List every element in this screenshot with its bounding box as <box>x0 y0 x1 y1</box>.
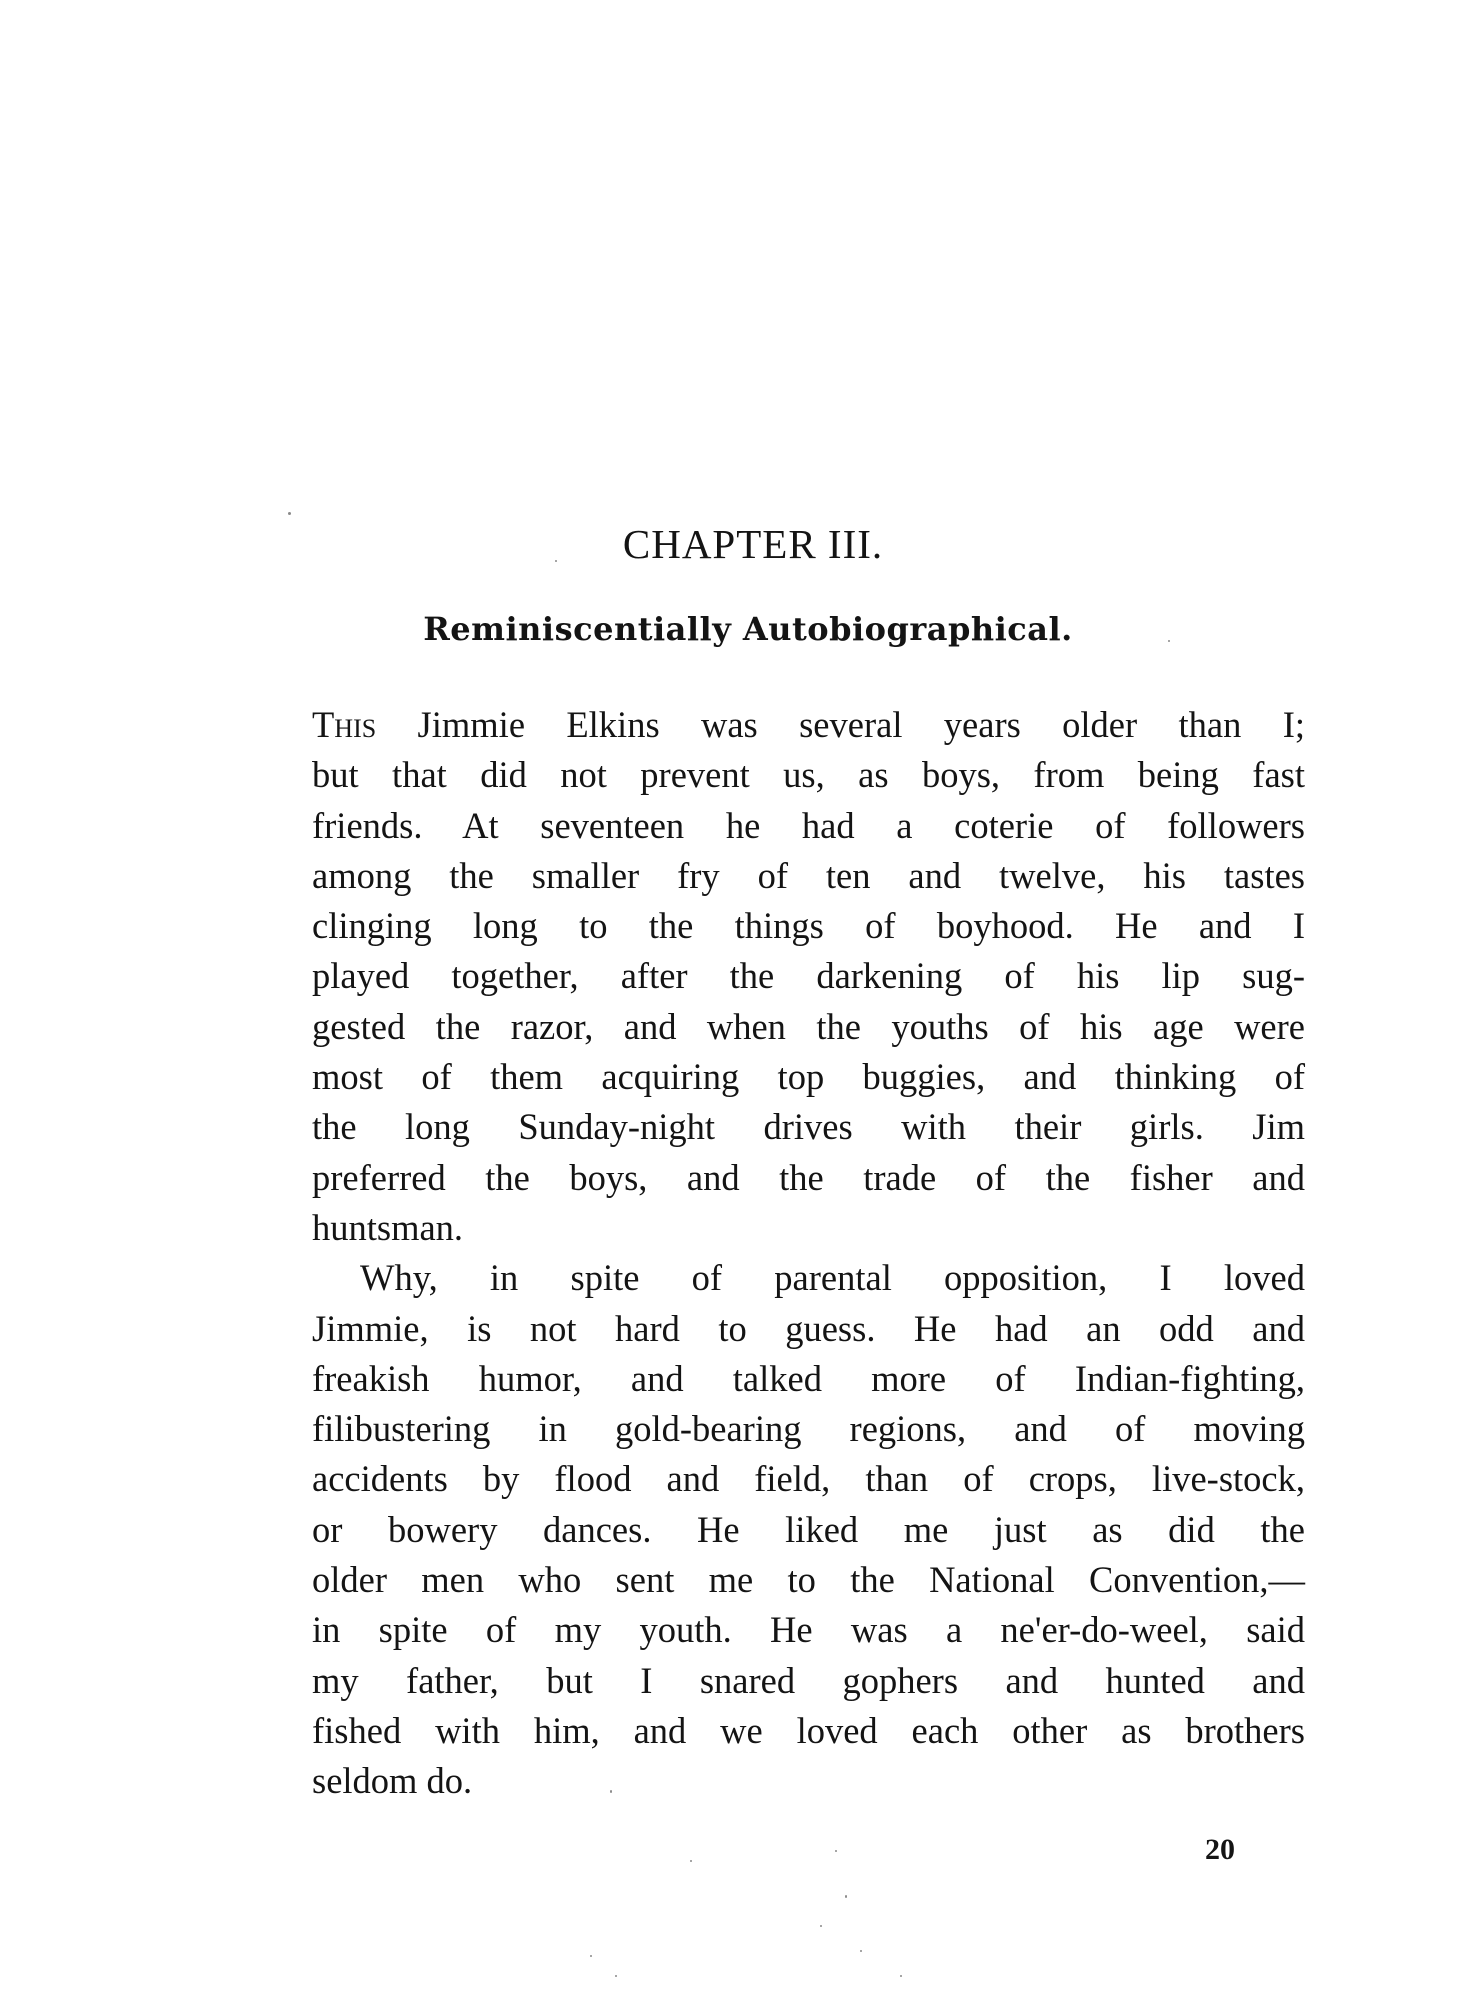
text-line: in spite of my youth. He was a ne'er-do-weel, said <box>312 1609 1305 1651</box>
text-line: fished with him, and we loved each other as brothers <box>312 1709 1305 1751</box>
scan-speck <box>288 512 291 515</box>
text-line: Jimmie, is not hard to guess. He had an odd and <box>312 1307 1305 1349</box>
text-line: among the smaller fry of ten and twelve, his tastes <box>312 854 1305 896</box>
text-line: friends. At seventeen he had a coterie of followers <box>312 804 1305 846</box>
body-text <box>312 700 1305 1807</box>
text-line: seldom do. <box>312 1760 473 1802</box>
text-line: my father, but I snared gophers and hunted and <box>312 1659 1305 1701</box>
scan-speck <box>690 1860 692 1862</box>
drop-word: This <box>312 704 377 745</box>
scan-speck <box>555 560 557 562</box>
scan-speck <box>845 1895 847 1898</box>
scan-speck <box>615 1975 617 1977</box>
text-line: preferred the boys, and the trade of the fisher and <box>312 1156 1305 1198</box>
scan-speck <box>590 1955 592 1957</box>
scan-speck <box>835 1850 837 1852</box>
text-line: clinging long to the things of boyhood. He and I <box>312 905 1305 947</box>
text-line: freakish humor, and talked more of Indian-fighting, <box>312 1357 1305 1399</box>
text-line: or bowery dances. He liked me just as did the <box>312 1508 1305 1550</box>
scan-speck <box>900 1975 902 1977</box>
page-number: 20 <box>1205 1833 1235 1866</box>
text-line <box>312 700 1305 750</box>
scan-speck <box>610 1790 612 1793</box>
text-line: gested the razor, and when the youths of his age were <box>312 1005 1305 1047</box>
text-line: accidents by flood and field, than of crops, live-stock, <box>312 1458 1305 1500</box>
text-line: older men who sent me to the National Convention,— <box>312 1559 1305 1601</box>
line-text: Jimmie Elkins was several years older than I; <box>376 704 1305 745</box>
text-line: Why, in spite of parental opposition, I loved <box>360 1257 1305 1299</box>
text-line: played together, after the darkening of his lip sug- <box>312 955 1305 997</box>
text-line: filibustering in gold-bearing regions, and of moving <box>312 1408 1305 1450</box>
scan-speck <box>860 1950 862 1952</box>
scan-speck <box>1168 640 1170 642</box>
chapter-title: CHAPTER III. <box>622 521 884 567</box>
paragraph <box>312 700 1305 1253</box>
text-line: but that did not prevent us, as boys, from being fast <box>312 754 1305 796</box>
chapter-subtitle: Reminiscentially Autobiographical. <box>423 610 1073 648</box>
text-line: most of them acquiring top buggies, and thinking of <box>312 1056 1305 1098</box>
paragraph <box>312 1253 1305 1806</box>
text-line: the long Sunday-night drives with their girls. Jim <box>312 1106 1305 1148</box>
text-line: huntsman. <box>312 1206 464 1248</box>
scan-speck <box>820 1925 822 1927</box>
